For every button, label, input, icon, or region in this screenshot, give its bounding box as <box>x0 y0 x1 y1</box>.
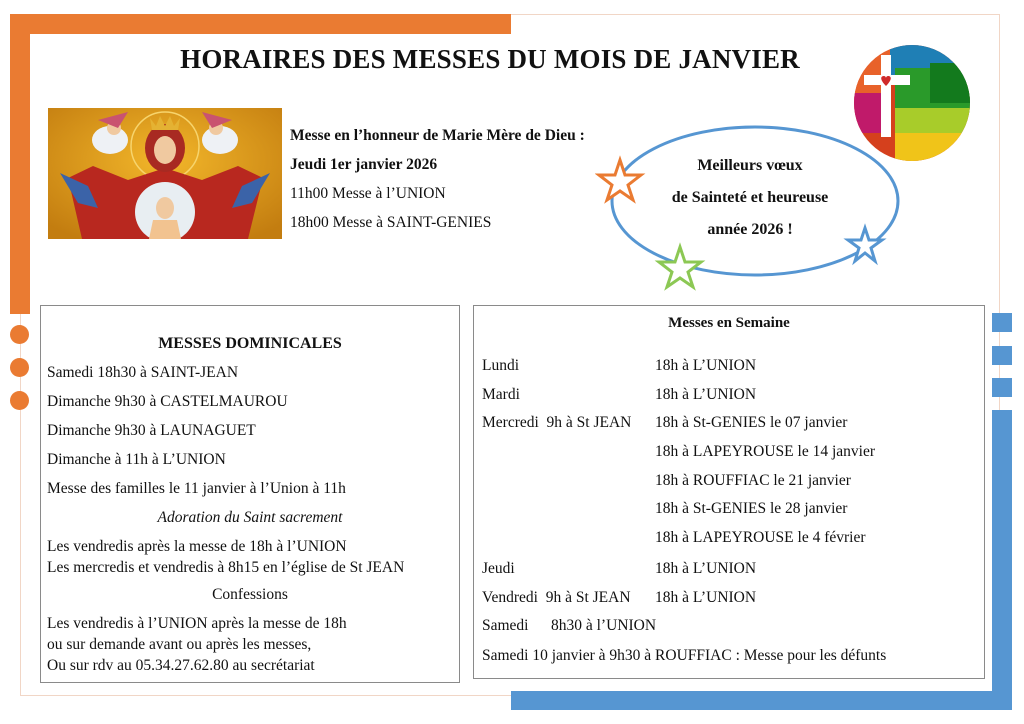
orange-dot <box>10 391 29 410</box>
blue-right-bar <box>992 410 1012 710</box>
weekday-day: Lundi <box>482 357 520 374</box>
blue-square <box>992 346 1012 365</box>
wishes-line: Meilleurs vœux <box>697 157 803 174</box>
sunday-item: Messe des familles le 11 janvier à l’Union à 11h <box>47 480 346 497</box>
weekday-evening: 18h à St-GENIES le 07 janvier <box>655 414 848 431</box>
page-title: HORAIRES DES MESSES DU MOIS DE JANVIER <box>180 44 800 74</box>
weekday-evening: 18h à L’UNION <box>655 386 757 403</box>
special-mass-line: 11h00 Messe à l’UNION <box>290 185 446 202</box>
weekday-note: Samedi 10 janvier à 9h30 à ROUFFIAC : Messe pour les défunts <box>482 647 887 664</box>
green-star-icon <box>659 247 701 287</box>
weekday-evening: 18h à LAPEYROUSE le 4 février <box>655 529 866 546</box>
blue-bottom-bar <box>511 691 1012 710</box>
wishes-text <box>630 150 870 246</box>
special-mass-date: Jeudi 1er janvier 2026 <box>290 156 438 173</box>
orange-dot <box>10 358 29 377</box>
sunday-masses-box <box>40 305 460 683</box>
weekday-title: Messes en Semaine <box>668 315 790 331</box>
adoration-title: Adoration du Saint sacrement <box>157 509 343 526</box>
orange-dot <box>10 325 29 344</box>
weekday-day: Vendredi 9h à St JEAN <box>482 589 631 606</box>
saturday-day: Samedi <box>482 617 529 634</box>
sunday-item: Samedi 18h30 à SAINT-JEAN <box>47 364 239 381</box>
weekday-day: Mercredi 9h à St JEAN <box>482 414 632 431</box>
weekday-evening: 18h à L’UNION <box>655 357 757 374</box>
blue-square <box>992 313 1012 332</box>
weekday-evening: 18h à LAPEYROUSE le 14 janvier <box>655 443 875 460</box>
wishes-line: année 2026 ! <box>707 221 793 238</box>
weekday-evening: 18h à L’UNION <box>655 589 757 606</box>
wishes-line: de Sainteté et heureuse <box>671 189 829 206</box>
weekday-day: Jeudi <box>482 560 515 577</box>
special-mass-info <box>290 121 585 237</box>
confessions-item: Les vendredis à l’UNION après la messe de 18h <box>47 615 347 632</box>
adoration-item: Les vendredis après la messe de 18h à l’UNION <box>47 538 347 555</box>
weekday-day: Mardi <box>482 386 520 403</box>
sunday-item: Dimanche 9h30 à CASTELMAUROU <box>47 393 288 410</box>
sunday-title: MESSES DOMINICALES <box>158 335 342 352</box>
sunday-item: Dimanche à 11h à L’UNION <box>47 451 226 468</box>
special-mass-heading: Messe en l’honneur de Marie Mère de Dieu : <box>290 127 585 144</box>
weekday-evening: 18h à L’UNION <box>655 560 757 577</box>
confessions-item: Ou sur rdv au 05.34.27.62.80 au secrétariat <box>47 657 315 674</box>
adoration-item: Les mercredis et vendredis à 8h15 en l’église de St JEAN <box>47 559 405 576</box>
orange-top-bar <box>10 14 511 34</box>
special-mass-line: 18h00 Messe à SAINT-GENIES <box>290 214 492 231</box>
weekday-evening: 18h à St-GENIES le 28 janvier <box>655 500 848 517</box>
sunday-item: Dimanche 9h30 à LAUNAGUET <box>47 422 256 439</box>
confessions-title: Confessions <box>212 586 288 603</box>
blue-square <box>992 378 1012 397</box>
confessions-item: ou sur demande avant ou après les messes, <box>47 636 312 653</box>
virgin-mary-icon-image <box>48 108 282 239</box>
weekday-masses-box <box>473 305 985 679</box>
weekday-evening: 18h à ROUFFIAC le 21 janvier <box>655 472 851 489</box>
saturday-time: 8h30 à l’UNION <box>551 617 657 634</box>
